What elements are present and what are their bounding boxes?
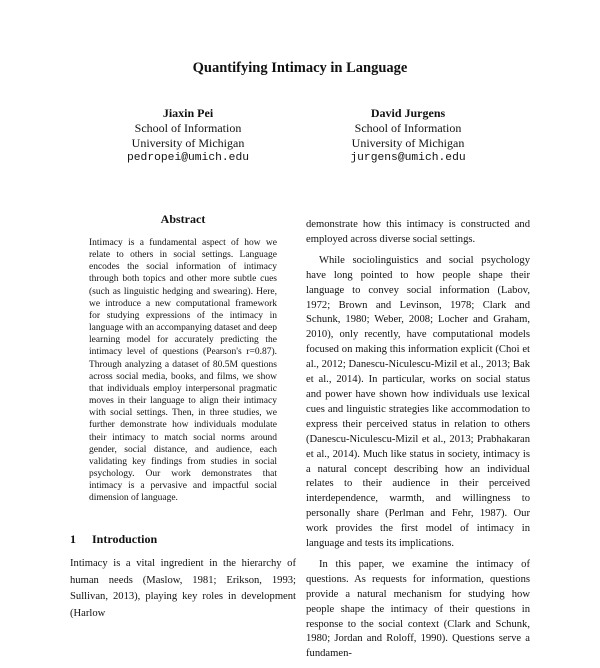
author-block-2	[278, 106, 538, 166]
author-email: pedropei@umich.edu	[126, 152, 250, 164]
author-affiliation: School of Information	[134, 121, 242, 135]
author-name: Jiaxin Pei	[162, 106, 214, 120]
author-email: jurgens@umich.edu	[350, 152, 466, 164]
paper-title: Quantifying Intimacy in Language	[192, 60, 408, 76]
author-affiliation: School of Information	[354, 121, 462, 135]
author-affiliation: University of Michigan	[351, 136, 465, 150]
abstract-text: Intimacy is a fundamental aspect of how we relate to others in social settings. Language encodes the social information of intimacy through both topics and other more subtle cues (such as linguistic hedging and swearing). Here, we introduce a new computational framework for studying expressions of the intimacy in language with an accompanying dataset and deep learning model for accurately predicting the intimacy level of questions (Pearson's r=0.87). Through analyzing a dataset of 80.5M questions across social media, books, and films, we show that individuals employ interpersonal pragmatic moves in their language to align their intimacy with social settings. Then, in three studies, we further demonstrate how individuals modulate their intimacy to match social norms around gender, social distance, and audience, each validating key findings from studies in social psychology. Our work demonstrates that intimacy is a pervasive and impactful social dimension of language.	[89, 238, 277, 504]
section-title: Introduction	[92, 532, 158, 546]
intro-paragraph-1: Intimacy is a vital ingredient in the hierarchy of human needs (Maslow, 1981; Erikson, 1993; Sullivan, 2013), playing key roles in development (Harlow	[70, 558, 296, 619]
section-number: 1	[70, 532, 76, 546]
right-column	[306, 218, 530, 668]
section-heading-introduction	[70, 532, 300, 547]
intro-paragraph-3: In this paper, we examine the intimacy of questions. As requests for information, questions provide a natural mechanism for studying how people shape the intimacy of their questions in response to the social context (Clark and Schunk, 1980; Jordan and Roloff, 1990). Questions serve a fundamen-	[306, 558, 530, 660]
author-name: David Jurgens	[370, 106, 446, 120]
paragraph-continued: demonstrate how this intimacy is constructed and employed across diverse social settings.	[306, 219, 530, 245]
author-affiliation: University of Michigan	[131, 136, 245, 150]
intro-paragraph-2: While sociolinguistics and social psychology have long pointed to how people shape their language to convey social information (Labov, 1972; Brown and Levinson, 1978; Clark and Schunk, 1980; Weber, 2008; Locher and Graham, 2010), only recently, have computational models focused on making this information explicit (Choi et al., 2012; Danescu-Niculescu-Mizil et al., 2013; Bak et al., 2014). In particular, works on social status and power have shown how individuals use lexical cues and linguistic strategies like accommodation to express their perceived status in relation to others (Danescu-Niculescu-Mizil et al., 2013; Prabhakaran et al., 2014). Much like status in society, intimacy is a natural concept describing how an individual relates to their audience in their perceived interdependence, warmth, and willingness to personally share (Perlman and Fehr, 1987). Our work provides the first model of intimacy in language and tests its implications.	[306, 254, 530, 550]
abstract-heading: Abstract	[160, 212, 206, 226]
